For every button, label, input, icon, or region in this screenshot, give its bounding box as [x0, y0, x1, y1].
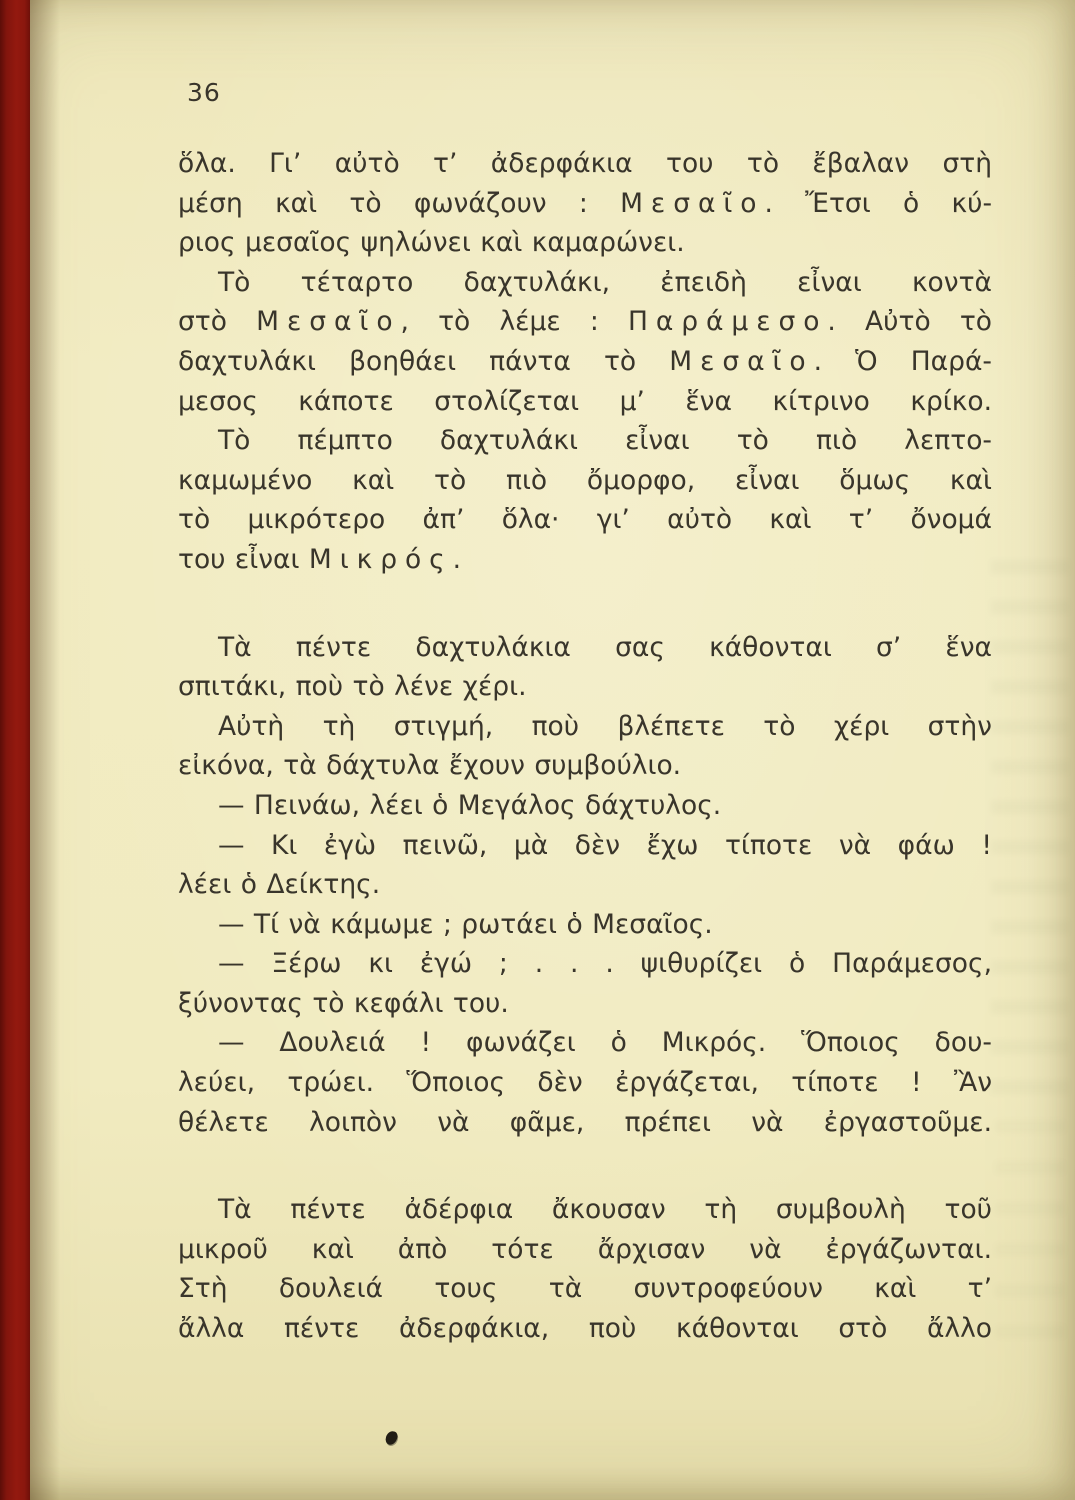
text-line	[178, 500, 992, 540]
emphasized-spaced-word: Μεσαῖο	[620, 187, 765, 219]
text-segment: Στὴ δουλειά τους τὰ συντροφεύουν καὶ τ’	[178, 1273, 992, 1305]
text-line	[178, 786, 992, 826]
text-segment: καμωμένο καὶ τὸ πιὸ ὄμορφο, εἶναι ὅμως καὶ	[178, 464, 992, 496]
text-line	[178, 540, 992, 580]
text-line	[178, 263, 992, 303]
text-line	[178, 1309, 992, 1349]
text-segment: ριος μεσαῖος ψηλώνει καὶ καμαρώνει.	[178, 227, 685, 259]
text-segment: Αὐτὴ τὴ στιγμή, ποὺ βλέπετε τὸ χέρι στὴν	[218, 710, 992, 742]
text-line	[178, 1103, 992, 1143]
text-line	[178, 628, 992, 668]
text-segment: τὸ μικρότερο ἀπ’ ὅλα· γι’ αὐτὸ καὶ τ’ ὄνομά	[178, 504, 992, 536]
text-segment: — Δουλειά ! φωνάζει ὁ Μικρός. Ὅποιος δου-	[218, 1027, 992, 1059]
paragraph-block	[178, 144, 992, 580]
text-segment: του εἶναι	[178, 543, 309, 575]
text-line	[178, 1190, 992, 1230]
paragraph-block	[178, 628, 992, 1143]
text-line	[178, 984, 992, 1024]
text-line	[178, 865, 992, 905]
text-line	[178, 667, 992, 707]
text-line	[178, 302, 992, 342]
text-line	[178, 905, 992, 945]
text-segment: ὅλα. Γι’ αὐτὸ τ’ ἀδερφάκια του τὸ ἔβαλαν στὴ	[178, 148, 992, 179]
text-segment: δαχτυλάκι βοηθάει πάντα τὸ	[178, 345, 670, 377]
emphasized-spaced-word: Μικρός	[308, 543, 453, 575]
text-line	[178, 342, 992, 382]
text-segment: λέει ὁ Δείκτης.	[178, 869, 381, 901]
text-segment: θέλετε λοιπὸν νὰ φᾶμε, πρέπει νὰ ἐργαστοῦμε.	[178, 1106, 992, 1138]
text-segment: , τὸ λέμε :	[400, 306, 628, 338]
text-line	[178, 382, 992, 422]
text-segment: Τὰ πέντε δαχτυλάκια σας κάθονται σ’ ἕνα	[218, 631, 992, 663]
bleed-through-smudge	[995, 1120, 1065, 1360]
text-line	[178, 461, 992, 501]
text-segment: εἰκόνα, τὰ δάχτυλα ἔχουν συμβούλιο.	[178, 750, 682, 782]
text-segment: μεσος κάποτε στολίζεται μ’ ἕνα κίτρινο κρίκο.	[178, 385, 992, 417]
text-segment: σπιτάκι, ποὺ τὸ λένε χέρι.	[178, 671, 527, 703]
page-number: 36	[187, 78, 221, 107]
page-text	[178, 144, 992, 1349]
text-line	[178, 144, 992, 184]
text-segment: στὸ	[178, 306, 257, 338]
text-segment: ἄλλα πέντε ἀδερφάκια, ποὺ κάθονται στὸ ἄλλο	[178, 1313, 992, 1345]
text-line	[178, 184, 992, 224]
text-segment: .	[452, 543, 462, 575]
text-line	[178, 421, 992, 461]
text-segment: — Τί νὰ κάμωμε ; ρωτάει ὁ Μεσαῖος.	[218, 908, 713, 940]
text-line	[178, 1063, 992, 1103]
text-segment: — Ξέρω κι ἐγώ ; . . . ψιθυρίζει ὁ Παράμεσος,	[218, 948, 992, 980]
text-segment: μέση καὶ τὸ φωνάζουν :	[178, 187, 621, 219]
emphasized-spaced-word: Μεσαῖο	[669, 345, 814, 377]
text-segment: Τὰ πέντε ἀδέρφια ἄκουσαν τὴ συμβουλὴ τοῦ	[218, 1194, 992, 1226]
text-line	[178, 746, 992, 786]
text-line	[178, 1023, 992, 1063]
text-segment: Τὸ τέταρτο δαχτυλάκι, ἐπειδὴ εἶναι κοντὰ	[218, 266, 992, 298]
text-segment: Τὸ πέμπτο δαχτυλάκι εἶναι τὸ πιὸ λεπτο-	[218, 425, 992, 457]
text-line	[178, 1230, 992, 1270]
text-segment: . Ὁ Παρά-	[813, 345, 992, 377]
text-line	[178, 707, 992, 747]
text-line	[178, 944, 992, 984]
text-line	[178, 1269, 992, 1309]
text-line	[178, 826, 992, 866]
text-segment: ξύνοντας τὸ κεφάλι του.	[178, 987, 509, 1019]
text-line	[178, 223, 992, 263]
book-binding-edge	[0, 0, 30, 1500]
text-segment: λεύει, τρώει. Ὅποιος δὲν ἐργάζεται, τίποτε ! Ἂν	[178, 1067, 992, 1099]
text-segment: — Κι ἐγὼ πεινῶ, μὰ δὲν ἔχω τίποτε νὰ φάω !	[218, 829, 992, 861]
bleed-through-smudge	[991, 560, 1069, 1120]
ink-speck	[384, 1430, 399, 1447]
text-segment: . Αὐτὸ τὸ	[827, 306, 993, 338]
text-segment: μικροῦ καὶ ἀπὸ τότε ἄρχισαν νὰ ἐργάζωνται.	[178, 1233, 992, 1265]
text-segment: — Πεινάω, λέει ὁ Μεγάλος δάχτυλος.	[218, 789, 722, 821]
emphasized-spaced-word: Παράμεσο	[627, 306, 828, 338]
binding-shadow	[30, 0, 60, 1500]
paragraph-block	[178, 1190, 992, 1348]
emphasized-spaced-word: Μεσαῖο	[256, 306, 401, 338]
text-segment: . Ἔτσι ὁ κύ-	[764, 187, 993, 219]
